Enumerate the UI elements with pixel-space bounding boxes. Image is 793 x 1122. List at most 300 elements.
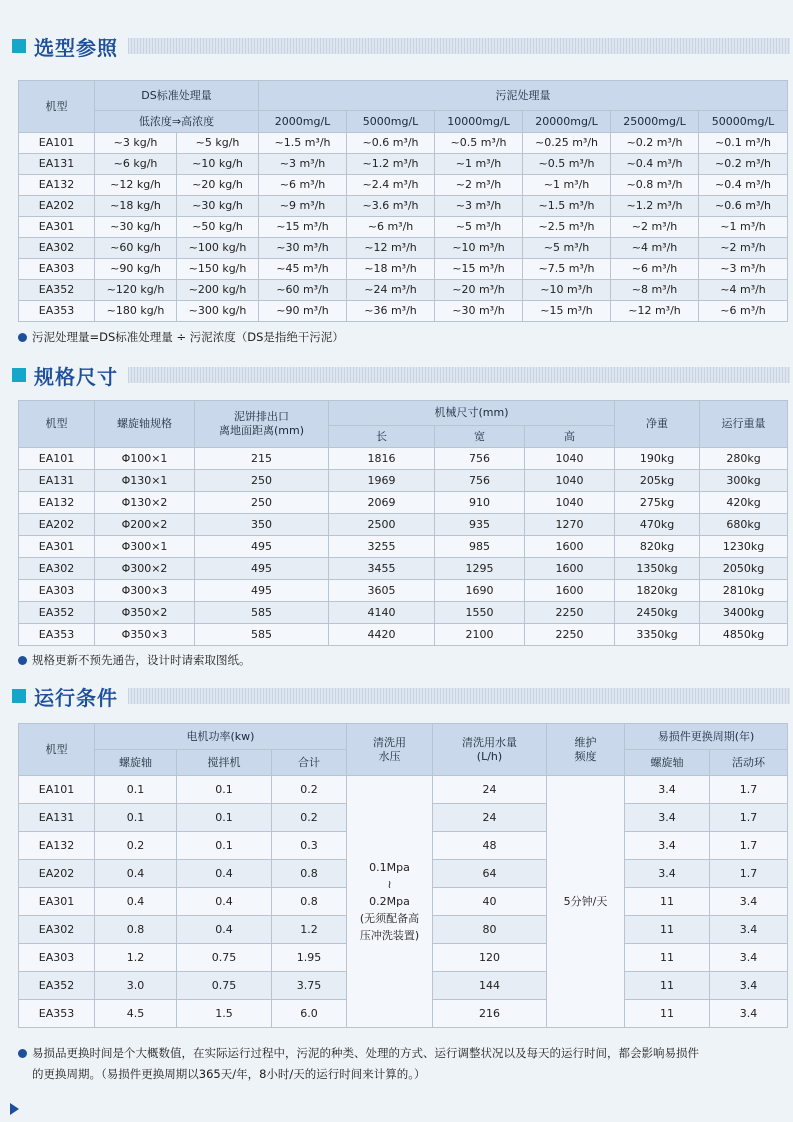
cell-model: EA301 bbox=[19, 888, 95, 916]
col-header-concentration: 5000mg/L bbox=[347, 111, 435, 133]
selection-note bbox=[18, 327, 788, 348]
cell-model: EA353 bbox=[19, 1000, 95, 1028]
page-corner-arrow-icon bbox=[10, 1103, 19, 1115]
cell-ds-low: ~12 kg/h bbox=[95, 175, 177, 196]
cell-sludge-10000: ~5 m³/h bbox=[435, 217, 523, 238]
cell-ds-high: ~300 kg/h bbox=[177, 301, 259, 322]
cell-parts-screw: 3.4 bbox=[625, 860, 710, 888]
cell-height: 1040 bbox=[525, 448, 615, 470]
cell-ds-high: ~150 kg/h bbox=[177, 259, 259, 280]
col-header-sludge-capacity: 污泥处理量 bbox=[259, 81, 788, 111]
cell-operating-weight: 680kg bbox=[700, 514, 788, 536]
cell-height: 2250 bbox=[525, 602, 615, 624]
col-header-height: 高 bbox=[525, 426, 615, 448]
col-header-length: 长 bbox=[329, 426, 435, 448]
cell-model: EA131 bbox=[19, 154, 95, 175]
cell-parts-screw: 11 bbox=[625, 916, 710, 944]
col-header-model: 机型 bbox=[19, 81, 95, 133]
cell-sludge-25000: ~4 m³/h bbox=[611, 238, 699, 259]
maintenance-line1: 维护 bbox=[574, 735, 597, 749]
cell-motor-total: 1.95 bbox=[272, 944, 347, 972]
cell-model: EA303 bbox=[19, 259, 95, 280]
cell-wash-water: 24 bbox=[433, 776, 547, 804]
table-row bbox=[19, 470, 788, 492]
cell-motor-screw: 0.1 bbox=[95, 776, 177, 804]
cell-sludge-20000: ~10 m³/h bbox=[523, 280, 611, 301]
cell-sludge-50000: ~0.6 m³/h bbox=[699, 196, 788, 217]
cell-height: 1600 bbox=[525, 536, 615, 558]
cell-operating-weight: 420kg bbox=[700, 492, 788, 514]
operation-table bbox=[18, 723, 788, 1028]
selection-table bbox=[18, 80, 788, 322]
cell-motor-screw: 4.5 bbox=[95, 1000, 177, 1028]
cell-wash-water: 144 bbox=[433, 972, 547, 1000]
cell-sludge-20000: ~2.5 m³/h bbox=[523, 217, 611, 238]
col-header-motor-mixer: 搅拌机 bbox=[177, 750, 272, 776]
cell-screw-spec: Φ300×3 bbox=[95, 580, 195, 602]
cell-model: EA301 bbox=[19, 536, 95, 558]
col-header-maintenance bbox=[547, 724, 625, 776]
section-title-selection: 选型参照 bbox=[34, 35, 118, 60]
cell-operating-weight: 2810kg bbox=[700, 580, 788, 602]
cell-ds-high: ~200 kg/h bbox=[177, 280, 259, 301]
cell-height: 1270 bbox=[525, 514, 615, 536]
cell-ds-high: ~20 kg/h bbox=[177, 175, 259, 196]
col-header-net-weight: 净重 bbox=[615, 401, 700, 448]
cell-parts-screw: 3.4 bbox=[625, 804, 710, 832]
cell-ds-low: ~60 kg/h bbox=[95, 238, 177, 259]
section-marker-icon bbox=[12, 368, 26, 382]
cell-motor-screw: 3.0 bbox=[95, 972, 177, 1000]
cell-width: 1550 bbox=[435, 602, 525, 624]
cell-net-weight: 470kg bbox=[615, 514, 700, 536]
cell-model: EA101 bbox=[19, 448, 95, 470]
cell-wash-water: 64 bbox=[433, 860, 547, 888]
cell-screw-spec: Φ350×2 bbox=[95, 602, 195, 624]
cell-model: EA353 bbox=[19, 301, 95, 322]
section-marker-icon bbox=[12, 689, 26, 703]
cell-ds-low: ~120 kg/h bbox=[95, 280, 177, 301]
table-row bbox=[19, 580, 788, 602]
cell-sludge-25000: ~0.4 m³/h bbox=[611, 154, 699, 175]
cell-model: EA302 bbox=[19, 238, 95, 259]
dimensions-note bbox=[18, 650, 788, 671]
outlet-header-line2: 离地面距离(mm) bbox=[218, 424, 304, 437]
cell-motor-mixer: 0.1 bbox=[177, 776, 272, 804]
cell-length: 4140 bbox=[329, 602, 435, 624]
cell-motor-mixer: 0.4 bbox=[177, 860, 272, 888]
wash-water-line2: (L/h) bbox=[476, 749, 503, 763]
section-header-bar bbox=[128, 38, 790, 54]
table-row bbox=[19, 602, 788, 624]
cell-motor-mixer: 0.75 bbox=[177, 944, 272, 972]
table-row bbox=[19, 624, 788, 646]
cell-sludge-10000: ~20 m³/h bbox=[435, 280, 523, 301]
cell-width: 756 bbox=[435, 470, 525, 492]
col-header-motor-power: 电机功率(kw) bbox=[95, 724, 347, 750]
cell-length: 1816 bbox=[329, 448, 435, 470]
cell-net-weight: 820kg bbox=[615, 536, 700, 558]
cell-sludge-50000: ~0.1 m³/h bbox=[699, 133, 788, 154]
cell-sludge-20000: ~0.5 m³/h bbox=[523, 154, 611, 175]
outlet-header-line1: 泥饼排出口 bbox=[234, 410, 289, 424]
cell-sludge-50000: ~2 m³/h bbox=[699, 238, 788, 259]
cell-parts-ring: 1.7 bbox=[710, 776, 788, 804]
cell-operating-weight: 4850kg bbox=[700, 624, 788, 646]
cell-height: 1040 bbox=[525, 492, 615, 514]
cell-sludge-10000: ~10 m³/h bbox=[435, 238, 523, 259]
cell-outlet-height: 495 bbox=[195, 580, 329, 602]
cell-operating-weight: 300kg bbox=[700, 470, 788, 492]
cell-screw-spec: Φ300×1 bbox=[95, 536, 195, 558]
cell-parts-ring: 3.4 bbox=[710, 916, 788, 944]
cell-width: 2100 bbox=[435, 624, 525, 646]
cell-motor-total: 0.2 bbox=[272, 776, 347, 804]
cell-sludge-5000: ~2.4 m³/h bbox=[347, 175, 435, 196]
cell-wash-water: 48 bbox=[433, 832, 547, 860]
cell-sludge-5000: ~36 m³/h bbox=[347, 301, 435, 322]
cell-sludge-2000: ~30 m³/h bbox=[259, 238, 347, 259]
cell-sludge-2000: ~90 m³/h bbox=[259, 301, 347, 322]
bullet-icon bbox=[18, 333, 27, 342]
cell-sludge-50000: ~0.2 m³/h bbox=[699, 154, 788, 175]
cell-ds-high: ~10 kg/h bbox=[177, 154, 259, 175]
table-row bbox=[19, 492, 788, 514]
cell-model: EA352 bbox=[19, 602, 95, 624]
operation-note-text-1: 易损品更换时间是个大概数值，在实际运行过程中，污泥的种类、处理的方式、运行调整状况以及每天的运行时间，都会影响易损件 bbox=[32, 1046, 699, 1060]
cell-motor-total: 3.75 bbox=[272, 972, 347, 1000]
col-header-motor-screw: 螺旋轴 bbox=[95, 750, 177, 776]
bullet-icon bbox=[18, 656, 27, 665]
cell-parts-screw: 11 bbox=[625, 944, 710, 972]
col-header-concentration: 50000mg/L bbox=[699, 111, 788, 133]
col-header-parts-cycle: 易损件更换周期(年) bbox=[625, 724, 788, 750]
cell-screw-spec: Φ100×1 bbox=[95, 448, 195, 470]
cell-motor-total: 6.0 bbox=[272, 1000, 347, 1028]
cell-sludge-20000: ~5 m³/h bbox=[523, 238, 611, 259]
cell-motor-screw: 0.2 bbox=[95, 832, 177, 860]
section-header-bar bbox=[128, 367, 790, 383]
cell-sludge-20000: ~0.25 m³/h bbox=[523, 133, 611, 154]
table-row bbox=[19, 196, 788, 217]
cell-sludge-50000: ~3 m³/h bbox=[699, 259, 788, 280]
cell-sludge-2000: ~3 m³/h bbox=[259, 154, 347, 175]
cell-net-weight: 275kg bbox=[615, 492, 700, 514]
cell-model: EA301 bbox=[19, 217, 95, 238]
cell-sludge-2000: ~6 m³/h bbox=[259, 175, 347, 196]
cell-outlet-height: 250 bbox=[195, 492, 329, 514]
cell-width: 985 bbox=[435, 536, 525, 558]
table-row bbox=[19, 776, 788, 804]
bullet-icon bbox=[18, 1049, 27, 1058]
cell-sludge-2000: ~45 m³/h bbox=[259, 259, 347, 280]
col-header-ds-range: 低浓度⇒高浓度 bbox=[95, 111, 259, 133]
cell-sludge-25000: ~1.2 m³/h bbox=[611, 196, 699, 217]
cell-ds-high: ~5 kg/h bbox=[177, 133, 259, 154]
operation-note-line1 bbox=[18, 1043, 788, 1064]
cell-maintenance-frequency: 5分钟/天 bbox=[547, 776, 625, 1028]
section-marker-icon bbox=[12, 39, 26, 53]
selection-note-text: 污泥处理量=DS标准处理量 ÷ 污泥浓度（DS是指绝干污泥） bbox=[32, 330, 344, 344]
cell-parts-ring: 3.4 bbox=[710, 1000, 788, 1028]
col-header-concentration: 25000mg/L bbox=[611, 111, 699, 133]
cell-ds-low: ~6 kg/h bbox=[95, 154, 177, 175]
cell-sludge-5000: ~1.2 m³/h bbox=[347, 154, 435, 175]
cell-height: 2250 bbox=[525, 624, 615, 646]
table-row bbox=[19, 301, 788, 322]
col-header-concentration: 2000mg/L bbox=[259, 111, 347, 133]
cell-wash-water: 24 bbox=[433, 804, 547, 832]
col-header-concentration: 20000mg/L bbox=[523, 111, 611, 133]
col-header-motor-total: 合计 bbox=[272, 750, 347, 776]
col-header-outlet-height bbox=[195, 401, 329, 448]
col-header-concentration: 10000mg/L bbox=[435, 111, 523, 133]
cell-parts-screw: 11 bbox=[625, 888, 710, 916]
cell-parts-screw: 11 bbox=[625, 972, 710, 1000]
cell-parts-ring: 3.4 bbox=[710, 944, 788, 972]
cell-sludge-20000: ~7.5 m³/h bbox=[523, 259, 611, 280]
cell-outlet-height: 495 bbox=[195, 558, 329, 580]
cell-model: EA131 bbox=[19, 470, 95, 492]
cell-operating-weight: 1230kg bbox=[700, 536, 788, 558]
cell-model: EA202 bbox=[19, 196, 95, 217]
cell-model: EA302 bbox=[19, 558, 95, 580]
cell-sludge-10000: ~2 m³/h bbox=[435, 175, 523, 196]
cell-sludge-10000: ~15 m³/h bbox=[435, 259, 523, 280]
cell-outlet-height: 250 bbox=[195, 470, 329, 492]
cell-sludge-5000: ~3.6 m³/h bbox=[347, 196, 435, 217]
cell-sludge-2000: ~1.5 m³/h bbox=[259, 133, 347, 154]
table-row bbox=[19, 217, 788, 238]
cell-motor-mixer: 1.5 bbox=[177, 1000, 272, 1028]
cell-screw-spec: Φ300×2 bbox=[95, 558, 195, 580]
wash-pressure-text: 压冲洗装置) bbox=[359, 929, 420, 943]
cell-length: 4420 bbox=[329, 624, 435, 646]
col-header-ds-capacity: DS标准处理量 bbox=[95, 81, 259, 111]
col-header-width: 宽 bbox=[435, 426, 525, 448]
cell-motor-total: 1.2 bbox=[272, 916, 347, 944]
cell-length: 2069 bbox=[329, 492, 435, 514]
cell-outlet-height: 350 bbox=[195, 514, 329, 536]
cell-sludge-5000: ~18 m³/h bbox=[347, 259, 435, 280]
cell-sludge-50000: ~6 m³/h bbox=[699, 301, 788, 322]
cell-height: 1040 bbox=[525, 470, 615, 492]
cell-sludge-50000: ~4 m³/h bbox=[699, 280, 788, 301]
cell-sludge-10000: ~0.5 m³/h bbox=[435, 133, 523, 154]
col-header-model: 机型 bbox=[19, 724, 95, 776]
cell-screw-spec: Φ130×2 bbox=[95, 492, 195, 514]
cell-motor-total: 0.8 bbox=[272, 860, 347, 888]
cell-net-weight: 205kg bbox=[615, 470, 700, 492]
section-title-dimensions: 规格尺寸 bbox=[34, 364, 118, 389]
cell-width: 935 bbox=[435, 514, 525, 536]
cell-sludge-20000: ~15 m³/h bbox=[523, 301, 611, 322]
table-row bbox=[19, 133, 788, 154]
cell-model: EA101 bbox=[19, 133, 95, 154]
cell-parts-ring: 1.7 bbox=[710, 860, 788, 888]
cell-wash-water: 120 bbox=[433, 944, 547, 972]
cell-width: 1690 bbox=[435, 580, 525, 602]
cell-ds-high: ~100 kg/h bbox=[177, 238, 259, 259]
cell-model: EA101 bbox=[19, 776, 95, 804]
cell-model: EA352 bbox=[19, 972, 95, 1000]
cell-ds-low: ~180 kg/h bbox=[95, 301, 177, 322]
cell-length: 3455 bbox=[329, 558, 435, 580]
cell-net-weight: 1350kg bbox=[615, 558, 700, 580]
col-header-operating-weight: 运行重量 bbox=[700, 401, 788, 448]
cell-net-weight: 2450kg bbox=[615, 602, 700, 624]
cell-model: EA132 bbox=[19, 175, 95, 196]
cell-screw-spec: Φ350×3 bbox=[95, 624, 195, 646]
cell-height: 1600 bbox=[525, 558, 615, 580]
table-row bbox=[19, 280, 788, 301]
cell-sludge-25000: ~8 m³/h bbox=[611, 280, 699, 301]
cell-sludge-5000: ~0.6 m³/h bbox=[347, 133, 435, 154]
cell-wash-pressure bbox=[347, 776, 433, 1028]
cell-parts-ring: 1.7 bbox=[710, 804, 788, 832]
cell-ds-low: ~18 kg/h bbox=[95, 196, 177, 217]
cell-sludge-5000: ~12 m³/h bbox=[347, 238, 435, 259]
maintenance-line2: 频度 bbox=[574, 749, 597, 763]
cell-ds-low: ~3 kg/h bbox=[95, 133, 177, 154]
cell-model: EA353 bbox=[19, 624, 95, 646]
cell-sludge-50000: ~1 m³/h bbox=[699, 217, 788, 238]
cell-wash-water: 216 bbox=[433, 1000, 547, 1028]
cell-motor-total: 0.2 bbox=[272, 804, 347, 832]
cell-motor-screw: 0.1 bbox=[95, 804, 177, 832]
wash-pressure-text: (无须配备高 bbox=[359, 912, 420, 926]
cell-screw-spec: Φ130×1 bbox=[95, 470, 195, 492]
operation-note bbox=[18, 1043, 788, 1085]
cell-model: EA303 bbox=[19, 580, 95, 602]
cell-net-weight: 190kg bbox=[615, 448, 700, 470]
cell-sludge-20000: ~1.5 m³/h bbox=[523, 196, 611, 217]
cell-parts-screw: 3.4 bbox=[625, 832, 710, 860]
cell-sludge-5000: ~6 m³/h bbox=[347, 217, 435, 238]
cell-operating-weight: 2050kg bbox=[700, 558, 788, 580]
cell-motor-mixer: 0.1 bbox=[177, 832, 272, 860]
table-row bbox=[19, 514, 788, 536]
cell-model: EA302 bbox=[19, 916, 95, 944]
cell-length: 1969 bbox=[329, 470, 435, 492]
cell-sludge-25000: ~6 m³/h bbox=[611, 259, 699, 280]
cell-length: 3605 bbox=[329, 580, 435, 602]
dimensions-note-text: 规格更新不预先通告，设计时请索取图纸。 bbox=[32, 653, 251, 667]
cell-screw-spec: Φ200×2 bbox=[95, 514, 195, 536]
cell-motor-total: 0.8 bbox=[272, 888, 347, 916]
cell-model: EA202 bbox=[19, 514, 95, 536]
cell-parts-screw: 3.4 bbox=[625, 776, 710, 804]
cell-operating-weight: 280kg bbox=[700, 448, 788, 470]
cell-parts-ring: 3.4 bbox=[710, 888, 788, 916]
cell-sludge-25000: ~2 m³/h bbox=[611, 217, 699, 238]
cell-width: 910 bbox=[435, 492, 525, 514]
cell-sludge-10000: ~3 m³/h bbox=[435, 196, 523, 217]
section-title-operation: 运行条件 bbox=[34, 685, 118, 710]
cell-outlet-height: 215 bbox=[195, 448, 329, 470]
cell-wash-water: 80 bbox=[433, 916, 547, 944]
table-row bbox=[19, 238, 788, 259]
col-header-model: 机型 bbox=[19, 401, 95, 448]
cell-parts-screw: 11 bbox=[625, 1000, 710, 1028]
col-header-wash-pressure bbox=[347, 724, 433, 776]
wash-pressure-line2: 水压 bbox=[378, 749, 401, 763]
cell-width: 756 bbox=[435, 448, 525, 470]
operation-note-text-2: 的更换周期。（易损件更换周期以365天/年，8小时/天的运行时间来计算的。） bbox=[32, 1067, 426, 1081]
cell-motor-mixer: 0.1 bbox=[177, 804, 272, 832]
table-row bbox=[19, 154, 788, 175]
cell-outlet-height: 495 bbox=[195, 536, 329, 558]
cell-net-weight: 3350kg bbox=[615, 624, 700, 646]
cell-sludge-2000: ~9 m³/h bbox=[259, 196, 347, 217]
col-header-screw-spec: 螺旋轴规格 bbox=[95, 401, 195, 448]
cell-ds-high: ~30 kg/h bbox=[177, 196, 259, 217]
cell-net-weight: 1820kg bbox=[615, 580, 700, 602]
col-header-machine-dims: 机械尺寸(mm) bbox=[329, 401, 615, 426]
cell-model: EA132 bbox=[19, 832, 95, 860]
cell-motor-screw: 0.4 bbox=[95, 888, 177, 916]
cell-sludge-25000: ~0.8 m³/h bbox=[611, 175, 699, 196]
section-header-operation bbox=[12, 683, 790, 709]
cell-sludge-10000: ~1 m³/h bbox=[435, 154, 523, 175]
section-header-selection bbox=[12, 33, 790, 59]
cell-sludge-25000: ~0.2 m³/h bbox=[611, 133, 699, 154]
table-row bbox=[19, 558, 788, 580]
wash-pressure-line1: 清洗用 bbox=[373, 735, 406, 749]
cell-ds-low: ~30 kg/h bbox=[95, 217, 177, 238]
cell-motor-mixer: 0.75 bbox=[177, 972, 272, 1000]
cell-wash-water: 40 bbox=[433, 888, 547, 916]
cell-width: 1295 bbox=[435, 558, 525, 580]
cell-sludge-2000: ~15 m³/h bbox=[259, 217, 347, 238]
cell-motor-screw: 1.2 bbox=[95, 944, 177, 972]
col-header-parts-ring: 活动环 bbox=[710, 750, 788, 776]
cell-motor-mixer: 0.4 bbox=[177, 916, 272, 944]
cell-height: 1600 bbox=[525, 580, 615, 602]
col-header-wash-water bbox=[433, 724, 547, 776]
cell-motor-screw: 0.4 bbox=[95, 860, 177, 888]
wash-pressure-text: ≀ bbox=[387, 877, 392, 891]
cell-model: EA352 bbox=[19, 280, 95, 301]
table-row bbox=[19, 536, 788, 558]
cell-parts-ring: 1.7 bbox=[710, 832, 788, 860]
cell-outlet-height: 585 bbox=[195, 624, 329, 646]
table-row bbox=[19, 175, 788, 196]
cell-length: 3255 bbox=[329, 536, 435, 558]
cell-model: EA303 bbox=[19, 944, 95, 972]
cell-model: EA132 bbox=[19, 492, 95, 514]
cell-motor-screw: 0.8 bbox=[95, 916, 177, 944]
section-header-dimensions bbox=[12, 362, 790, 388]
cell-operating-weight: 3400kg bbox=[700, 602, 788, 624]
cell-length: 2500 bbox=[329, 514, 435, 536]
section-header-bar bbox=[128, 688, 790, 704]
cell-motor-total: 0.3 bbox=[272, 832, 347, 860]
table-row bbox=[19, 259, 788, 280]
cell-ds-low: ~90 kg/h bbox=[95, 259, 177, 280]
cell-model: EA202 bbox=[19, 860, 95, 888]
col-header-parts-screw: 螺旋轴 bbox=[625, 750, 710, 776]
cell-sludge-10000: ~30 m³/h bbox=[435, 301, 523, 322]
wash-pressure-text: 0.1Mpa bbox=[369, 860, 410, 874]
cell-motor-mixer: 0.4 bbox=[177, 888, 272, 916]
cell-sludge-5000: ~24 m³/h bbox=[347, 280, 435, 301]
cell-sludge-20000: ~1 m³/h bbox=[523, 175, 611, 196]
dimensions-table bbox=[18, 400, 788, 646]
table-row bbox=[19, 448, 788, 470]
cell-sludge-25000: ~12 m³/h bbox=[611, 301, 699, 322]
cell-ds-high: ~50 kg/h bbox=[177, 217, 259, 238]
